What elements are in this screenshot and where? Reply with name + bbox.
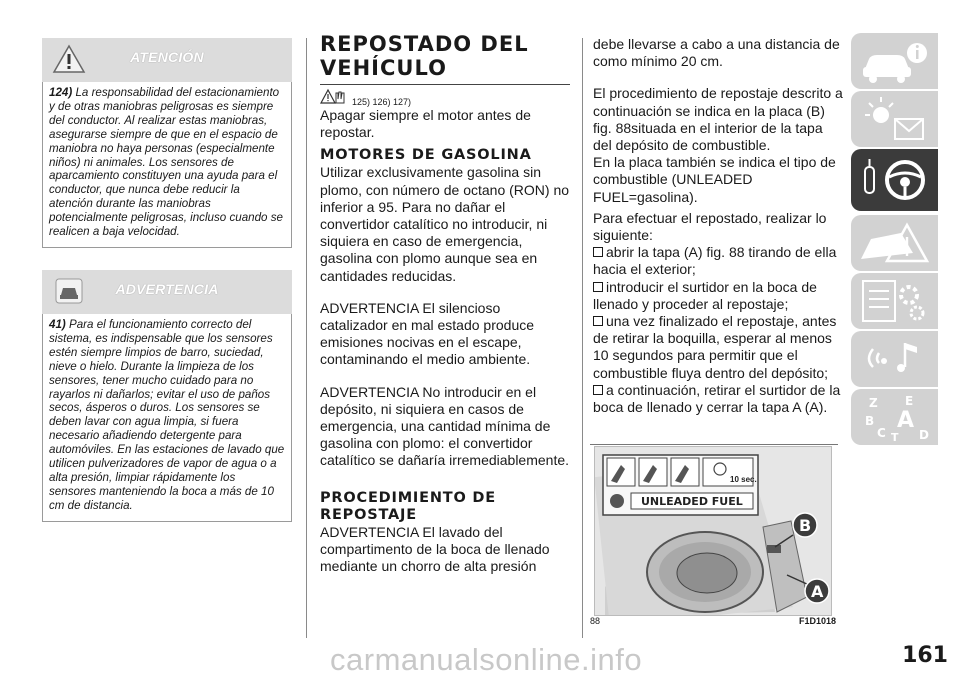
warning-hand-icon — [320, 87, 346, 107]
callout-b-label: B — [799, 516, 812, 535]
paragraph: Para efectuar el repostado, realizar lo siguiente: — [593, 209, 827, 244]
list-item-text: una vez finalizado el repostaje, antes de retirar la boquilla, esperar al menos 10 segundos para permitir que el combustible fluya dentro del depósito; — [593, 313, 837, 381]
callout-a-label: A — [811, 582, 824, 601]
bullet-icon — [593, 385, 603, 395]
settings-list-icon — [851, 273, 938, 329]
index-letter: Z — [869, 396, 878, 410]
tab-steering-wheel-key[interactable] — [851, 149, 938, 211]
tab-car-info[interactable] — [851, 33, 938, 89]
list-item-text: introducir el surtidor en la boca de llenado y proceder al repostaje; — [593, 278, 817, 312]
column-divider — [582, 38, 583, 638]
paragraph: debe llevarse a cabo a una distancia de como mínimo 20 cm. — [593, 36, 840, 70]
index-letters-icon — [851, 389, 938, 445]
paragraph: Utilizar exclusivamente gasolina sin plomo, con número de octano (RON) no inferior a 95. Para no dañar el convertidor catalítico no introducir, ni siquiera en caso de emergencia, gasolina con plomo aunque sea en cantidades reducidas. — [320, 164, 570, 284]
paragraph: Apagar siempre el motor antes de repostar. — [320, 107, 531, 141]
fuel-flap-drawing — [595, 447, 831, 615]
accident-warning-icon — [851, 215, 938, 271]
warning-title: ADVERTENCIA — [115, 280, 219, 297]
warning-text: Para el funcionamiento correcto del sistema, es indispensable que los sensores estén siempre limpios de barro, suciedad, nieve o hielo. Durante la limpieza de los sensores, tener mucho cuidado para no rayarlos ni dañarlos; evitar el uso de paños secos, ásperos o duros. Los sensores se deben lavar con agua limpia, si fuera necesario añadiendo detergente para automóviles. En las estaciones de lavado que utilicen pulverizadores de vapor de agua o a alta presión, limpiar rápidamente los sensores manteniendo la boca a más de 10 cm de distancia. — [49, 317, 285, 512]
tab-index[interactable] — [851, 389, 938, 445]
figure-rule — [590, 444, 838, 445]
subsection-title-line2: REPOSTAJE — [320, 506, 417, 523]
list-item — [593, 244, 843, 278]
warning-box — [42, 270, 292, 522]
list-item — [593, 279, 843, 313]
tab-accident-warning[interactable] — [851, 215, 938, 271]
section-title-line2: VEHÍCULO — [320, 56, 447, 80]
middle-column — [320, 0, 570, 575]
placard-fuel-type: UNLEADED FUEL — [641, 495, 743, 508]
attention-ref: 124) — [49, 86, 73, 99]
attention-body — [42, 82, 292, 248]
paragraph: ADVERTENCIA El lavado del compartimento de la boca de llenado mediante un chorro de alta presión — [320, 523, 550, 575]
warning-lights-icon — [851, 91, 938, 147]
index-letter: D — [919, 428, 929, 442]
subsection-title — [320, 490, 570, 524]
index-letter: C — [877, 426, 886, 440]
attention-text: La responsabilidad del estacionamiento y de otras maniobras peligrosas es siempre del conductor. Al realizar estas maniobras, asegurarse siempre de que en el espacio de maniobra no haya personas (especialmente niños) ni animales. Los sensores de aparcamiento constituyen una ayuda para el conductor, que nunca debe reducir la atención durante las maniobras potencialmente peligrosas, incluso cuando se realicen a baja velocidad. — [49, 86, 283, 239]
paragraph: En la placa también se indica el tipo de combustible (UNLEADED FUEL=gasolina). — [593, 154, 836, 205]
bullet-icon — [593, 282, 603, 292]
chapter-sidebar — [851, 33, 938, 447]
watermark: carmanualsonline.info — [330, 642, 643, 677]
figure-code: F1D1018 — [798, 616, 836, 626]
car-info-icon — [851, 33, 938, 89]
placard-seconds: 10 sec. — [730, 475, 757, 484]
list-item — [593, 313, 843, 382]
warning-ref: 41) — [49, 317, 66, 331]
warning-header — [42, 270, 292, 314]
list-item-text: a continuación, retirar el surtidor de la boca de llenado y cerrar la tapa A (A). — [593, 381, 841, 416]
paragraph: El procedimiento de repostaje descrito a continuación se indica en la placa (B) fig. 88situada en el interior de la tapa del depósito de combustible. — [593, 85, 843, 154]
attention-header — [42, 38, 292, 82]
attention-title: ATENCIÓN — [130, 49, 204, 65]
warning-refs — [320, 87, 570, 107]
bullet-icon — [593, 247, 603, 257]
index-letter: E — [905, 394, 914, 408]
subsection-title: MOTORES DE GASOLINA — [320, 147, 532, 164]
tab-settings-list[interactable] — [851, 273, 938, 329]
list-item-text: abrir la tapa (A) fig. 88 tirando de ella hacia el exterior; — [593, 244, 837, 278]
list-item — [593, 382, 843, 416]
figure-88 — [590, 446, 838, 630]
column-divider — [306, 38, 307, 638]
subsection-title-line1: PROCEDIMIENTO DE — [320, 489, 496, 506]
warning-refs-text: 125) 126) 127) — [352, 97, 412, 107]
section-title — [320, 32, 570, 85]
left-column — [42, 0, 292, 522]
figure-number: 88 — [590, 616, 601, 626]
paragraph: ADVERTENCIA No introducir en el depósito, ni siquiera en casos de emergencia, una cantidad mínima de gasolina con plomo: el convertidor catalítico se dañaría irremediablemente. — [320, 383, 570, 469]
fuel-flap-illustration — [594, 446, 832, 616]
paragraph: ADVERTENCIA El silencioso catalizador en mal estado produce emisiones nocivas en el escape, contaminando el medio ambiente. — [320, 299, 535, 368]
bullet-icon — [593, 316, 603, 326]
warning-body — [42, 314, 292, 522]
right-column — [593, 36, 843, 416]
section-title-line1: REPOSTADO DEL — [320, 32, 529, 56]
multimedia-icon — [851, 331, 938, 387]
index-letter: A — [897, 408, 915, 433]
index-letter: B — [865, 414, 875, 428]
page-number: 161 — [902, 643, 948, 668]
tab-multimedia[interactable] — [851, 331, 938, 387]
steering-wheel-key-icon — [851, 149, 938, 211]
attention-box — [42, 38, 292, 248]
tab-warning-lights[interactable] — [851, 91, 938, 147]
index-letter: T — [891, 431, 899, 444]
